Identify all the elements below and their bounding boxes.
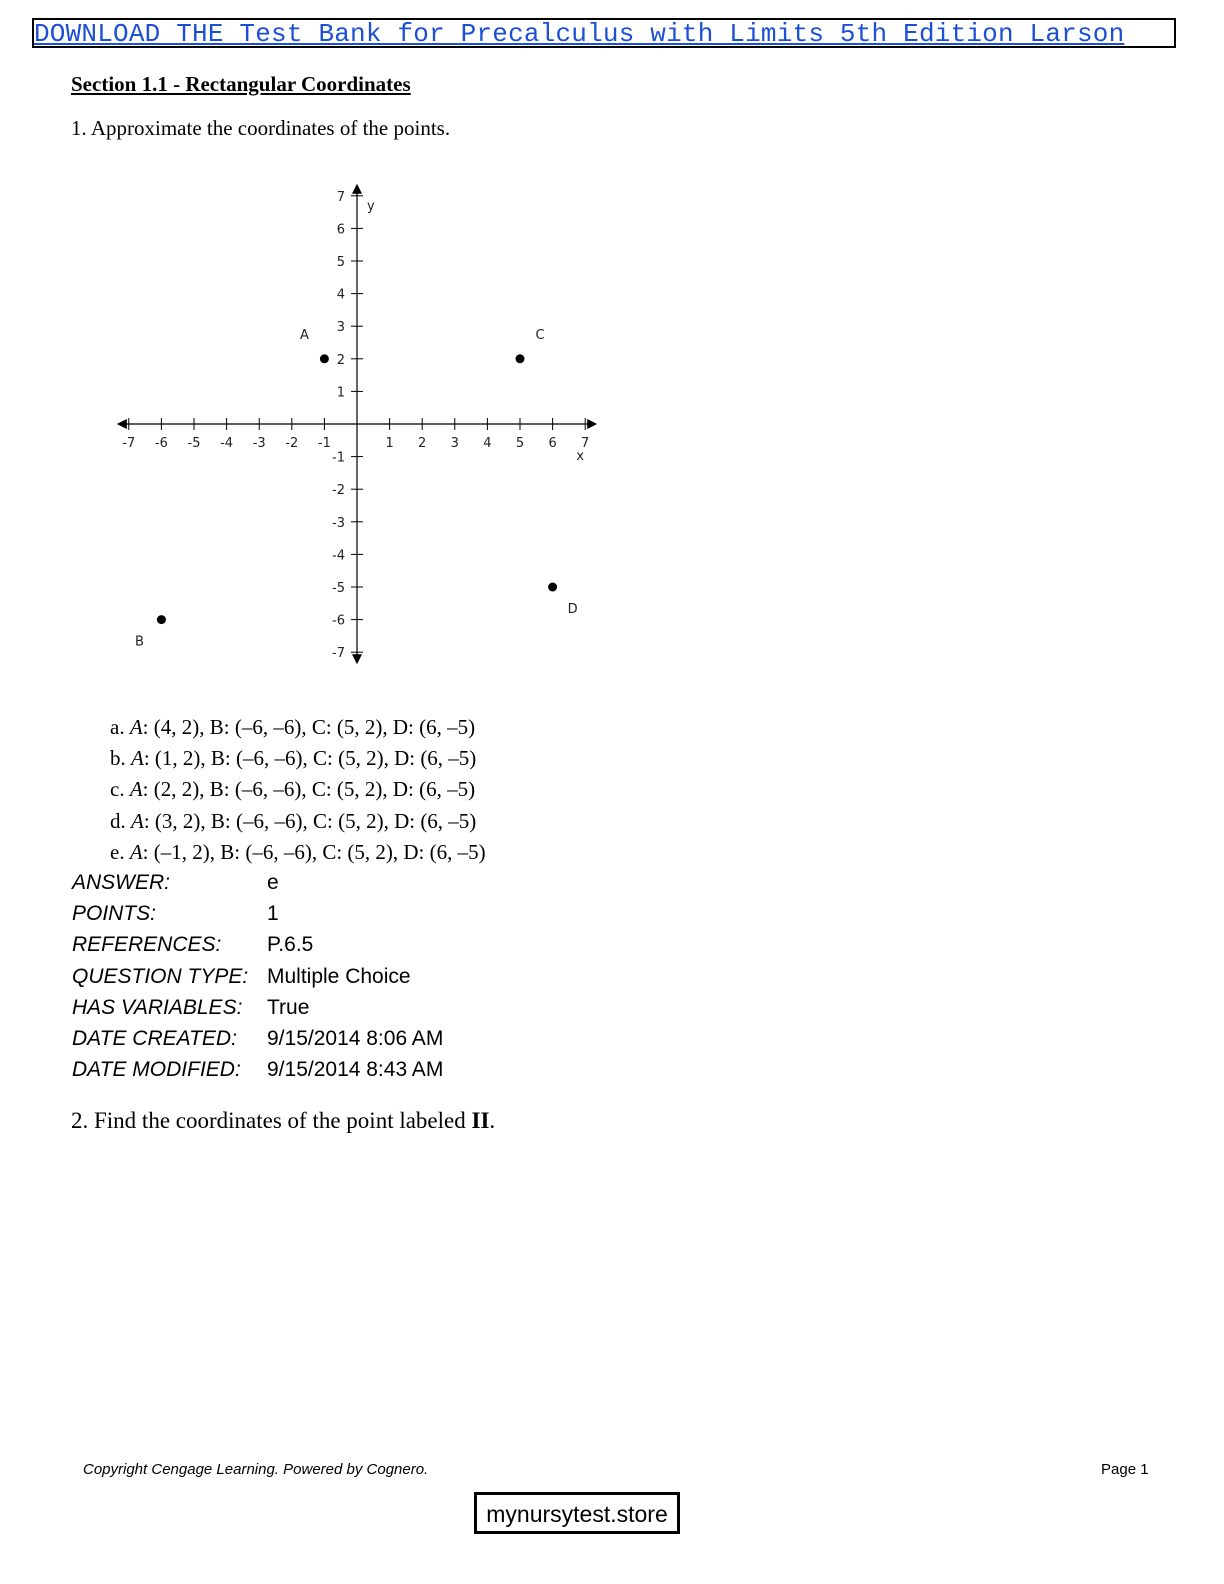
meta-row-date-created: DATE CREATED: 9/15/2014 8:06 AM bbox=[72, 1027, 444, 1051]
x-tick-label: -5 bbox=[187, 436, 201, 451]
x-tick-label: 2 bbox=[418, 436, 427, 451]
watermark-stamp: mynursytest.store bbox=[474, 1492, 680, 1534]
x-tick-label: -7 bbox=[122, 436, 136, 451]
x-tick-label: 5 bbox=[515, 436, 525, 451]
x-tick-label: 7 bbox=[581, 436, 590, 451]
copyright-footer: Copyright Cengage Learning. Powered by Cognero. bbox=[83, 1461, 429, 1478]
y-tick-label: -3 bbox=[332, 515, 345, 531]
x-tick-label: -6 bbox=[154, 436, 168, 451]
page-number: Page 1 bbox=[1101, 1461, 1149, 1478]
download-banner-link[interactable]: DOWNLOAD THE Test Bank for Precalculus with Limits 5th Edition Larson bbox=[32, 18, 1176, 48]
choice-c: c. A: (2, 2), B: (–6, –6), C: (5, 2), D: (6, –5) bbox=[110, 777, 476, 802]
x-tick-label: -3 bbox=[252, 436, 266, 451]
x-tick-label: 4 bbox=[483, 436, 492, 451]
meta-row-answer: ANSWER: e bbox=[72, 871, 279, 894]
point-a-marker bbox=[320, 354, 329, 363]
question-1-prompt: 1. Approximate the coordinates of the points. bbox=[71, 116, 451, 140]
coordinate-plane-graph bbox=[110, 180, 610, 670]
x-tick-label: 1 bbox=[385, 436, 394, 451]
choice-d: d. A: (3, 2), B: (–6, –6), C: (5, 2), D: (6, –5) bbox=[110, 808, 477, 833]
x-axis-label: x bbox=[576, 449, 585, 464]
y-axis-label: y bbox=[367, 198, 375, 214]
question-2-prompt: 2. Find the coordinates of the point labeled II. bbox=[71, 1108, 496, 1133]
choice-a: a. A: (4, 2), B: (–6, –6), C: (5, 2), D: (6, –5) bbox=[110, 715, 476, 739]
y-tick-label: 2 bbox=[336, 352, 345, 368]
y-tick-label: -2 bbox=[332, 483, 345, 499]
y-tick-label: 5 bbox=[336, 255, 345, 270]
y-tick-label: 3 bbox=[336, 320, 345, 336]
y-tick-label: 6 bbox=[336, 222, 345, 238]
y-tick-label: 7 bbox=[336, 189, 345, 205]
answer-choices bbox=[110, 712, 486, 868]
y-tick-label: -4 bbox=[332, 548, 345, 564]
meta-row-references: REFERENCES: P.6.5 bbox=[72, 933, 314, 957]
y-tick-label: 1 bbox=[336, 385, 345, 401]
point-c-marker bbox=[516, 354, 525, 363]
y-tick-label: -1 bbox=[332, 450, 345, 466]
point-c-label: C bbox=[535, 327, 545, 343]
question-metadata bbox=[72, 867, 443, 1085]
point-d-marker bbox=[548, 583, 557, 592]
point-b-label: B bbox=[134, 634, 144, 650]
y-axis-down-arrow-icon bbox=[352, 654, 362, 664]
x-tick-label: 3 bbox=[450, 436, 459, 451]
x-tick-label: -2 bbox=[285, 436, 299, 451]
x-axis-left-arrow-icon bbox=[117, 419, 127, 429]
meta-row-has-variables: HAS VARIABLES: True bbox=[72, 995, 310, 1019]
meta-row-points: POINTS: 1 bbox=[72, 902, 279, 926]
x-axis-right-arrow-icon bbox=[587, 419, 597, 429]
x-tick-label: 6 bbox=[548, 436, 557, 451]
point-b-marker bbox=[157, 615, 166, 624]
meta-row-question-type: QUESTION TYPE: Multiple Choice bbox=[72, 964, 411, 988]
section-title: Section 1.1 - Rectangular Coordinates bbox=[71, 72, 411, 96]
y-tick-label: -6 bbox=[332, 613, 345, 629]
point-a-label: A bbox=[299, 327, 309, 343]
y-tick-label: 4 bbox=[336, 287, 345, 303]
choice-b: b. A: (1, 2), B: (–6, –6), C: (5, 2), D: (6, –5) bbox=[110, 746, 477, 771]
y-tick-label: -7 bbox=[332, 646, 345, 662]
y-axis-up-arrow-icon bbox=[352, 184, 362, 194]
point-d-label: D bbox=[567, 602, 578, 617]
x-tick-label: -4 bbox=[220, 436, 234, 451]
y-tick-label: -5 bbox=[332, 581, 345, 596]
choice-e: e. A: (–1, 2), B: (–6, –6), C: (5, 2), D: (6, –5) bbox=[110, 839, 486, 864]
meta-row-date-modified: DATE MODIFIED: 9/15/2014 8:43 AM bbox=[72, 1058, 444, 1082]
x-tick-label: -1 bbox=[317, 436, 331, 451]
